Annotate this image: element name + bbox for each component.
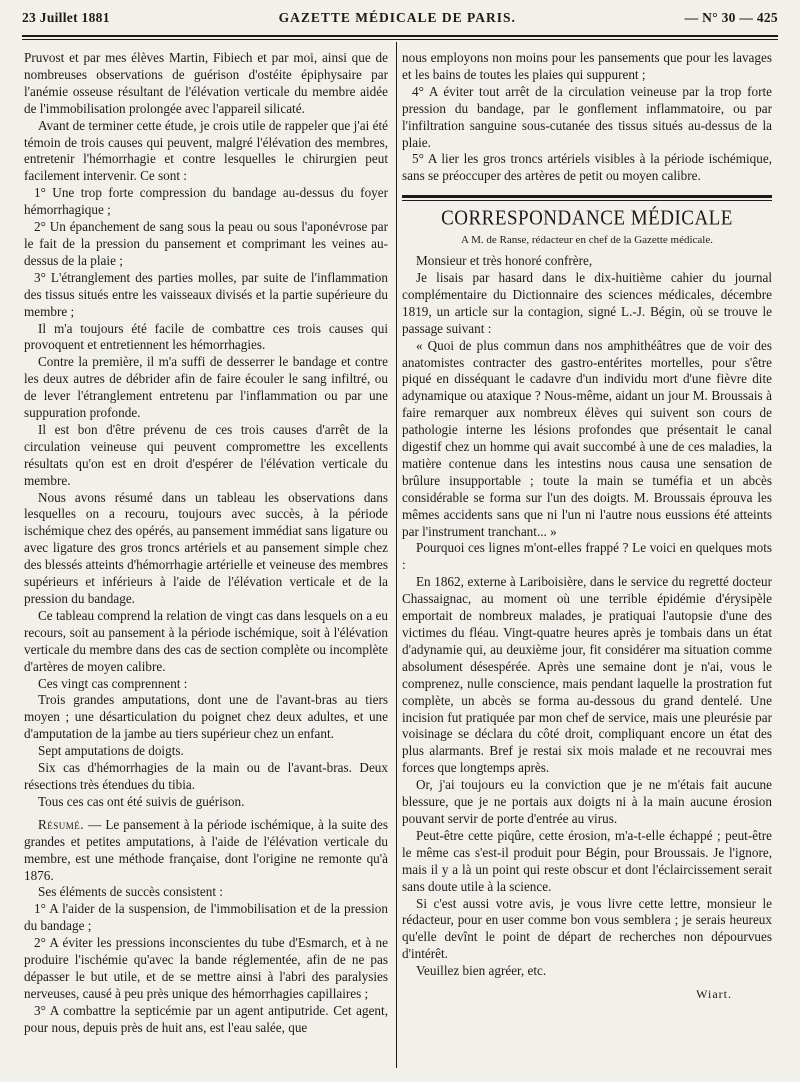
paragraph: Je lisais par hasard dans le dix-huitième cahier du journal complémentaire du Dictionnaire des sciences médicales, décembre 1819, un article sur la contagion, signé L.-J. Bégin, où se trouve le passage suivant : bbox=[402, 269, 772, 336]
paragraph: Il est bon d'être prévenu de ces trois causes d'arrêt de la circulation veineuse qui peuvent compromettre les excellents résultats qu'on est en droit d'espérer de l'élévation verticale du membre. bbox=[24, 421, 388, 488]
paragraph: Contre la première, il m'a suffi de desserrer le bandage et contre les deux autres de débrider afin de faire écouler le sang infiltré, ou de lever l'étranglement entretenu par l'inflammation ou par une suppuration profonde. bbox=[24, 354, 388, 421]
list-item: 3° A combattre la septicémie par un agent antiputride. Cet agent, pour nous, depuis près de huit ans, est l'eau salée, que bbox=[24, 1002, 388, 1035]
paragraph: Six cas d'hémorrhagies de la main ou de l'avant-bras. Deux résections très étendues du tibia. bbox=[24, 760, 388, 792]
header-date: 23 Juillet 1881 bbox=[22, 10, 110, 25]
paragraph: Trois grandes amputations, dont une de l'avant-bras au tiers moyen ; une désarticulation du poignet chez deux adultes, et une d'amputation de la jambe au tiers supérieur chez un enfant. bbox=[24, 692, 388, 742]
paragraph: nous employons non moins pour les pansements que pour les lavages et les bains de toutes les plaies qui suppurent ; bbox=[402, 50, 772, 82]
paragraph: Il m'a toujours été facile de combattre ces trois causes qui provoquent et entretiennent les hémorrhagies. bbox=[24, 320, 388, 353]
header-rule-thick bbox=[22, 35, 778, 37]
header-title: GAZETTE MÉDICALE DE PARIS. bbox=[278, 10, 516, 25]
header-rule-thin bbox=[22, 39, 778, 40]
paragraph: Tous ces cas ont été suivis de guérison. bbox=[38, 793, 245, 809]
list-item: 5° A lier les gros troncs artériels visibles à la période ischémique, sans se préoccuper des artères de petit ou moyen calibre. bbox=[402, 151, 772, 184]
list-item: 1° Une trop forte compression du bandage au-dessus du foyer hémorrhagique ; bbox=[24, 185, 388, 218]
paragraph: Nous avons résumé dans un tableau les observations dans lesquelles on a recouru, toujours avec succès, à la période ischémique chez des opérés, au pansement immédiat sans ligature ou avec ligature des gros troncs artériels et au pansement simple chez des blessés atteints d'hémorrhagie artérielle et veineuse des membres supérieurs et inférieurs à l'aide de l'élévation verticale et de la pression du bandage. bbox=[24, 489, 388, 606]
paragraph: Ses éléments de succès consistent : bbox=[38, 884, 223, 900]
paragraph: Ce tableau comprend la relation de vingt cas dans lesquels on a eu recours, soit au pansement à la période ischémique, soit à l'élévation verticale du membre dans des cas de section complète ou incomplète d'artères de moyen calibre. bbox=[24, 607, 388, 674]
dedication: A M. de Ranse, rédacteur en chef de la Gazette médicale. bbox=[461, 234, 713, 247]
paragraph: Si c'est aussi votre avis, je vous livre cette lettre, monsieur le rédacteur, pour en user comme bon vous semblera ; je serais heureux qu'elle devînt le point de départ de recherches non dépourvues d'intérêt. bbox=[402, 895, 772, 962]
section-rule-thin bbox=[402, 200, 772, 201]
summary-label: Résumé. bbox=[38, 816, 85, 832]
paragraph: Pourquoi ces lignes m'ont-elles frappé ? Le voici en quelques mots : bbox=[402, 540, 772, 573]
right-column bbox=[402, 50, 772, 1066]
paragraph: Or, j'ai toujours eu la conviction que je ne m'étais fait aucune blessure, que je ne portais aux doigts ni à la main aucune érosion pouvant servir de porte d'entrée au virus. bbox=[402, 777, 772, 826]
page-header bbox=[22, 10, 778, 32]
signature: Wiart. bbox=[696, 987, 732, 1002]
summary-text: — Le pansement à la période ischémique, à la suite des grandes et petites amputations, à l'aide de l'élévation verticale du membre, est une méthode française, dont l'origine ne remonte qu'à 1876. bbox=[24, 816, 388, 883]
salutation: Monsieur et très honoré confrère, bbox=[416, 253, 593, 269]
column-divider bbox=[396, 42, 397, 1068]
list-item: 4° A éviter tout arrêt de la circulation veineuse par la trop forte pression du bandage, par le gonflement inflammatoire, ou par l'infiltration sanguine sous-cutanée des tissus situés au-dessus de la plaie. bbox=[402, 83, 772, 150]
header-issue: — N° 30 — 425 bbox=[684, 10, 778, 25]
quotation: « Quoi de plus commun dans nos amphithéâtres que de voir des anatomistes contracter des gastro-entérites mortelles, pour s'être piqué en disséquant le cadavre d'un individu mort d'une fièvre dite adynamique ou ataxique ? Nous-même, aidant un jour M. Broussais à faire remarquer aux nombreux élèves qui suivent son cours de pathologie interne les lésions profondes que présentait le canal digestif chez un homme qui avait succombé à une de ces maladies, la matière contenue dans les intestins nous causa une sensation de brûlure insupportable ; toute la main se tuméfia et un abcès considérable se forma sur l'un des doigts. M. Broussais éprouva les mêmes accidents sans que ni l'un ni l'autre nous eussions été atteints par l'instrument tranchant... » bbox=[402, 337, 772, 539]
list-item: 3° L'étranglement des parties molles, par suite de l'inflammation des tissus situés entre les vaisseaux divisés et la partie supérieure du membre ; bbox=[24, 269, 388, 319]
section-title: CORRESPONDANCE MÉDICALE bbox=[441, 207, 733, 231]
paragraph: Peut-être cette piqûre, cette érosion, m'a-t-elle échappé ; peut-être le même cas s'est-il produit pour Bégin, pour Broussais. Je l'ignore, mais il y a là un point qui reste obscur et dont l'éclaircissement serait sans doute utile à la science. bbox=[402, 827, 772, 894]
left-column bbox=[24, 50, 388, 1066]
list-item: 2° Un épanchement de sang sous la peau ou sous l'aponévrose par le fait de la pression du pansement et comprimant les veines au-dessus de la plaie ; bbox=[24, 219, 388, 268]
paragraph: Pruvost et par mes élèves Martin, Fibiech et par moi, ainsi que de nombreuses observations de guérison d'ostéite épiphysaire par l'anémie osseuse résultant de l'élévation verticale du membre aidée de l'immobilisation prolongée avec l'appareil silicaté. bbox=[24, 50, 388, 116]
closing: Veuillez bien agréer, etc. bbox=[416, 963, 547, 979]
paragraph: Sept amputations de doigts. bbox=[38, 743, 184, 759]
paragraph: En 1862, externe à Lariboisière, dans le service du regretté docteur Chassaignac, au moment où une terrible épidémie d'érysipèle emportait de nombreux malades, je pratiquai l'autopsie d'une des victimes du fléau. Vingt-quatre heures après je tombais dans un état d'adynamie qui, au deuxième jour, fit considérer ma situation comme absolument désespérée. Après une semaine dont je n'ai, vous le comprenez, nulle conscience, mais pendant laquelle la prostration fut complète, un abcès se forma au-dessous du grand dentelé. Une incision fut pratiquée par mon chef de service, mais une pleurésie par voisinage se déclara du côté droit, compliquant encore un état des plus alarmants. Bref je restai six mois malade et ne recouvrai mes forces que longtemps après. bbox=[402, 574, 772, 776]
paragraph: Avant de terminer cette étude, je crois utile de rappeler que j'ai été témoin de trois causes qui peuvent, malgré l'élévation des membres, entretenir l'hémorrhagie et contre lesquelles le chirurgien peut facilement intervenir. Ce sont : bbox=[24, 117, 388, 184]
summary-paragraph bbox=[24, 817, 388, 885]
list-item: 2° A éviter les pressions inconscientes du tube d'Esmarch, et à ne produire l'ischémie qu'avec la bande réglementée, afin de ne pas dépasser le but utile, et de se mettre ainsi à l'abri des paralysies nerveuses, causé à peu près unique des hémorrhagies capillaires ; bbox=[24, 935, 388, 1001]
list-item: 1° A l'aider de la suspension, de l'immobilisation et de la pression du bandage ; bbox=[24, 901, 388, 934]
paragraph: Ces vingt cas comprennent : bbox=[38, 675, 188, 691]
section-rule-thick bbox=[402, 195, 772, 198]
